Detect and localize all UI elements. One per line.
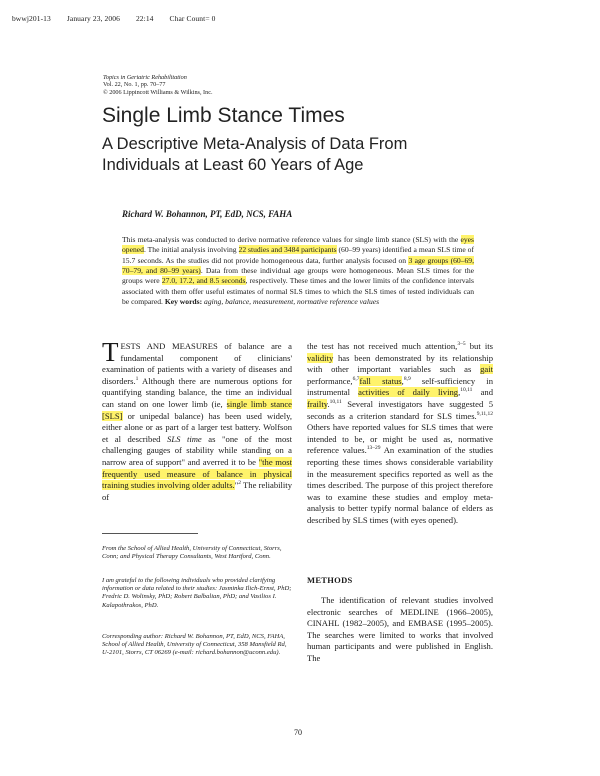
body-text: but its bbox=[465, 341, 494, 351]
citation: 1 bbox=[135, 375, 139, 382]
abstract bbox=[122, 235, 474, 307]
highlight-studies-count: 22 studies and 3484 participants bbox=[238, 245, 337, 255]
journal-name: Topics in Geriatric Rehabilitation bbox=[103, 74, 187, 81]
citation: 3–5 bbox=[457, 341, 466, 348]
body-text: The reliability of bbox=[102, 480, 292, 502]
header-id: bwwj201-13 bbox=[11, 14, 51, 23]
page-number: 70 bbox=[294, 728, 302, 737]
abstract-text: This meta-analysis was conducted to derive normative reference values for single limb stance (SLS) with the bbox=[122, 235, 461, 244]
body-text: or unipedal balance) has been used widely, either alone or as part of a larger test battery. Wolfson et al described bbox=[102, 410, 292, 444]
footnote-divider bbox=[102, 533, 198, 534]
methods-text bbox=[307, 595, 493, 665]
body-left-column bbox=[102, 337, 292, 503]
header-date: January 23, 2006 bbox=[66, 14, 120, 23]
body-text: . bbox=[327, 398, 330, 409]
header-time: 22:14 bbox=[135, 14, 154, 23]
drop-cap: T bbox=[102, 337, 119, 367]
citation: 9,11,12 bbox=[476, 410, 493, 417]
highlight-fall-status: fall status bbox=[359, 375, 402, 386]
article-title: Single Limb Stance Times bbox=[102, 104, 345, 127]
body-text: Several investigators have suggested 5 seconds as a criterion standard for SLS times. bbox=[307, 398, 493, 421]
abstract-text: (60–99 years) identified a mean SLS time of 15.7 seconds. As the studies did not provide homogeneous data, further analysis focused on bbox=[122, 245, 474, 265]
body-text: Although there are numerous options for quantifying standing balance, the time an individual can stand on one lower limb (ie, bbox=[102, 375, 292, 409]
emphasis-sls-time: SLS time bbox=[167, 433, 202, 444]
abstract-text: . The initial analysis involving bbox=[143, 245, 239, 255]
citation: 10,11 bbox=[460, 387, 473, 394]
running-header bbox=[8, 5, 231, 23]
footnote-corresponding-author: Corresponding author: Richard W. Bohannon, PT, EdD, NCS, FAHA, School of Allied Health, University of Connecticut, 358 Mansfield Rd, U-2101, Storrs, CT 06269 (e-mail: richard.bohannon@uconn.edu). bbox=[102, 633, 287, 657]
footnote-affiliation: From the School of Allied Health, University of Connecticut, Storrs, Conn; and Physical Therapy Consultants, West Hartford, Conn. bbox=[102, 545, 282, 561]
citation: 8,9 bbox=[403, 375, 411, 382]
body-text: has been demonstrated by its relationship with other important variables such as bbox=[307, 352, 493, 375]
journal-volume: Vol. 22, No. 1, pp. 70–77 bbox=[103, 81, 166, 89]
body-text: Others have reported values for SLS times that were intended to be, or might be used as, normative reference values. bbox=[307, 422, 493, 456]
body-text: as "one of the most challenging gauges of stability while standing on a narrow area of support" and averred it to be bbox=[102, 433, 292, 467]
body-text: An examination of the studies reporting these times shows considerable variability in the measurement specifics reported as well as the times described. The purpose of this project therefore was to examine these studies and employ meta-analysis to better typify normal balance of elders as described by SLS times (with eyes opened). bbox=[307, 445, 493, 525]
highlight-eyes-opened: eyes opened bbox=[122, 235, 474, 255]
citation: 2 bbox=[238, 480, 241, 487]
journal-info bbox=[103, 74, 213, 96]
highlight-gait: gait bbox=[480, 364, 493, 375]
body-text: and bbox=[472, 387, 494, 398]
keywords-label: Key words: bbox=[164, 297, 203, 307]
highlight-quote: "the most frequently used measure of balance in physical training studies involving older adults. bbox=[102, 456, 292, 491]
citation: 6,7 bbox=[352, 375, 360, 382]
body-text: , bbox=[401, 375, 404, 386]
article-author: Richard W. Bohannon, PT, EdD, NCS, FAHA bbox=[122, 209, 293, 219]
body-text: the test has not received much attention, bbox=[307, 341, 458, 351]
highlight-validity: validity bbox=[307, 352, 334, 363]
citation: 10,11 bbox=[329, 399, 342, 406]
methods-heading: METHODS bbox=[307, 575, 353, 585]
keywords: aging, balance, measurement, normative reference values bbox=[202, 297, 380, 307]
journal-copyright: © 2006 Lippincott Williams & Wilkins, Inc. bbox=[103, 88, 213, 96]
highlight-age-groups: 3 age groups (60–69, 70–79, and 80–99 years) bbox=[122, 255, 474, 276]
highlight-activities-daily-living: activities of daily living bbox=[358, 387, 459, 398]
body-right-column bbox=[307, 341, 493, 527]
body-text: performance, bbox=[307, 375, 353, 386]
abstract-text: . Data from these individual age groups were homogeneous. Mean SLS times for the groups were bbox=[122, 266, 475, 286]
highlight-single-limb-stance: single limb stance [SLS] bbox=[102, 398, 292, 421]
footnote-acknowledgment: I am grateful to the following individuals who provided clarifying information or data related to their studies: Jasminka Ilich-Ernst, PhD; Fredric D. Wolinsky, PhD; Robert Balbalian, PhD; and Vasilios I. Kalapothrakos, PhD. bbox=[102, 577, 292, 609]
citation: 13–29 bbox=[366, 445, 381, 452]
highlight-frailty: frailty bbox=[307, 398, 328, 409]
body-text: ESTS AND MEASURES of balance are a fundamental component of clinicians' examination of patients with a variety of diseases and disorders. bbox=[102, 341, 292, 386]
body-text: The identification of relevant studies involved electronic searches of MEDLINE (1966–2005), CINAHL (1982–2005), and EMBASE (1995–2005). The searches were limited to works that involved human participants and were published in English. The bbox=[307, 595, 493, 663]
abstract-text: , respectively. These times and the lower limits of the confidence intervals associated with them offer useful estimates of normal SLS times to which the SLS times of tested individuals can be compared. bbox=[122, 276, 474, 307]
body-text: , bbox=[458, 387, 461, 398]
body-text: self-sufficiency in instrumental bbox=[307, 375, 493, 398]
article-subtitle: A Descriptive Meta-Analysis of Data From Individuals at Least 60 Years of Age bbox=[102, 135, 408, 174]
body-text: " bbox=[234, 480, 239, 491]
header-char-count: Char Count= 0 bbox=[169, 14, 216, 23]
highlight-mean-times: 27.0, 17.2, and 8.5 seconds bbox=[161, 276, 246, 286]
